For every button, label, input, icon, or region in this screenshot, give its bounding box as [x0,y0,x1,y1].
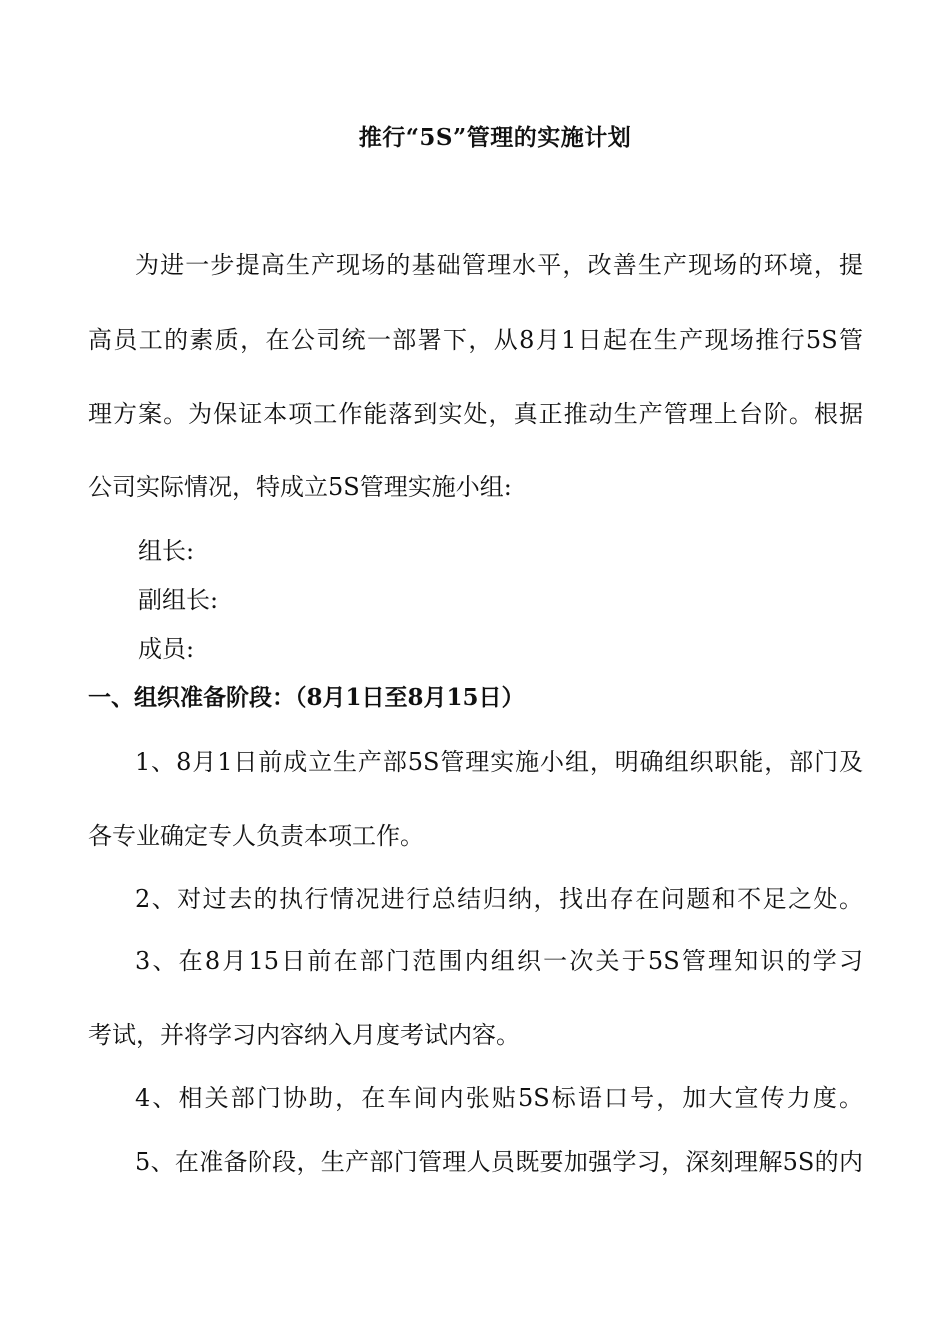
member-deputy-leader: 副组长: [138,586,219,614]
item-5-line-1: 5、在准备阶段，生产部门管理人员既要加强学习，深刻理解5S的内 [135,1148,863,1176]
item-3-line-1: 3、在8月15日前在部门范围内组织一次关于5S管理知识的学习 [135,947,863,975]
member-leader: 组长: [138,537,195,565]
item-1-line-1: 1、8月1日前成立生产部5S管理实施小组，明确组织职能，部门及 [135,748,863,776]
member-members: 成员: [138,635,195,663]
intro-line-3: 理方案。为保证本项工作能落到实处，真正推动生产管理上台阶。根据 [88,400,863,428]
item-1-line-2: 各专业确定专人负责本项工作。 [88,822,424,850]
section-heading-1: 一、组织准备阶段：（8月1日至8月15日） [88,684,525,711]
item-2: 2、对过去的执行情况进行总结归纳，找出存在问题和不足之处。 [135,885,863,913]
intro-line-2: 高员工的素质，在公司统一部署下，从8月1日起在生产现场推行5S管 [88,326,863,354]
item-4: 4、相关部门协助，在车间内张贴5S标语口号，加大宣传力度。 [135,1084,863,1112]
intro-line-1: 为进一步提高生产现场的基础管理水平，改善生产现场的环境，提 [135,251,863,279]
item-3-line-2: 考试，并将学习内容纳入月度考试内容。 [88,1021,520,1049]
intro-line-4: 公司实际情况，特成立5S管理实施小组: [88,473,512,501]
document-title: 推行“5S”管理的实施计划 [358,124,632,151]
